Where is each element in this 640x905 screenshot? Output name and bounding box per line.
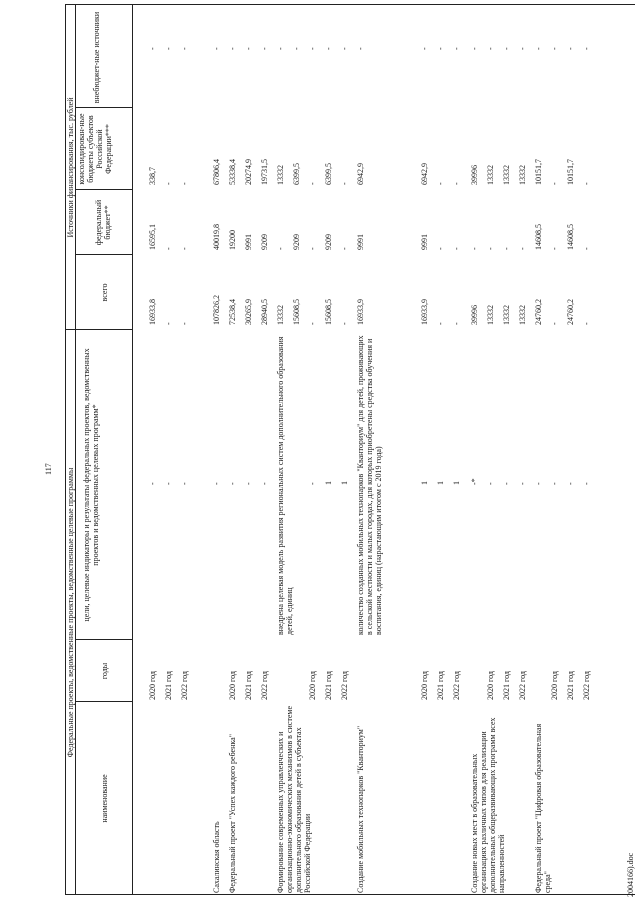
row-federal: - [502,247,511,250]
row-regional: 6399,5 [324,163,333,185]
row-name: Создание новых мест в образовательных организациях различных типов для реализации дополнительных общеразвивающих программ всех направленностей [470,717,506,893]
row-regional: 338,7 [148,167,157,185]
row-federal: - [470,247,479,250]
row-offbudget: - [452,47,461,50]
row-offbudget: - [436,47,445,50]
header-col-total: всего [100,283,109,302]
row-offbudget: - [244,47,253,50]
row-year: 2021 год [244,671,253,700]
row-goal: - [180,482,189,485]
row-federal: - [486,247,495,250]
row-name: Формирование современных управленческих и организационно-экономических механизмов в системе дополнительного образования детей в субъектах Российской Федерации [276,706,312,893]
row-total: - [582,322,591,325]
row-regional: - [308,182,317,185]
header-col-goals: цели, целевые индикаторы и результаты федеральных проектов, ведомственных проектов и ведомственных целевых программ* [82,348,100,622]
row-goal: -* [470,478,479,485]
row-total: - [452,322,461,325]
row-federal: 19200 [228,230,237,250]
header-col-offbudget: внебюджет-ные источники [92,11,101,104]
divider-federal-regional [75,189,132,190]
row-regional: - [436,182,445,185]
row-regional: - [180,182,189,185]
row-total: 15608,5 [292,299,301,325]
row-regional: 10151,7 [566,159,575,185]
row-regional: - [340,182,349,185]
row-total: - [550,322,559,325]
row-year: 2022 год [180,671,189,700]
header-group-title: Федеральные проекты, ведомственные проекты, ведомственные целевые программы [66,467,75,758]
row-federal: 16595,1 [148,224,157,250]
divider-goals-total [65,329,132,330]
row-goal: 1 [420,481,429,485]
row-year: 2022 год [452,671,461,700]
row-year: 2022 год [260,671,269,700]
row-year: 2020 год [486,671,495,700]
row-total: 72538,4 [228,299,237,325]
row-year: 2020 год [420,671,429,700]
row-regional: 20274,9 [244,159,253,185]
row-goal: 1 [340,481,349,485]
row-total: - [436,322,445,325]
row-regional: 67806,4 [212,159,221,185]
row-federal: 14608,5 [566,224,575,250]
row-total: 28940,5 [260,299,269,325]
row-goal: - [212,482,221,485]
row-federal: - [276,247,285,250]
row-federal: 9209 [324,234,333,250]
row-name: Сахалинская область [212,821,221,893]
row-regional: 10151,7 [534,159,543,185]
row-regional: 39996 [470,165,479,185]
row-federal: - [180,247,189,250]
row-goal: количество созданных мобильных технопарков "Кванториум" для детей, проживающих в сельской местности и малых городах, для которых приобретены средства обучения и воспитания, единиц (нарастающим итогом с 2019 года) [356,335,383,635]
row-year: 2021 год [502,671,511,700]
row-federal: 40019,8 [212,224,221,250]
row-goal: - [550,482,559,485]
row-year: 2021 год [436,671,445,700]
row-total: - [308,322,317,325]
header-bottom-border [132,5,133,895]
row-year: 2020 год [308,671,317,700]
row-federal: - [164,247,173,250]
row-goal: - [486,482,495,485]
row-regional: - [550,182,559,185]
row-goal: - [534,482,543,485]
row-federal: - [550,247,559,250]
row-year: 2022 год [340,671,349,700]
row-total: 24760,2 [566,299,575,325]
row-year: 2021 год [566,671,575,700]
row-total: 13332 [518,305,527,325]
row-total: - [180,322,189,325]
row-federal: 9209 [292,234,301,250]
row-goal: 1 [324,481,333,485]
row-offbudget: - [340,47,349,50]
row-regional: 6942,9 [420,163,429,185]
row-year: 2022 год [582,671,591,700]
row-offbudget: - [534,47,543,50]
row-federal: - [582,247,591,250]
row-federal: 14608,5 [534,224,543,250]
row-year: 2021 год [164,671,173,700]
row-offbudget: - [356,47,365,50]
row-federal: - [518,247,527,250]
row-regional: 53338,4 [228,159,237,185]
row-year: 2021 год [324,671,333,700]
row-offbudget: - [164,47,173,50]
row-total: 107826,2 [212,295,221,325]
row-regional: 13332 [502,165,511,185]
row-federal: 9991 [244,234,253,250]
row-total: 30265,9 [244,299,253,325]
row-goal: - [308,482,317,485]
row-federal: 9991 [420,234,429,250]
row-regional: 6942,9 [356,163,365,185]
row-goal: - [164,482,173,485]
left-border [65,894,635,895]
row-federal: 9991 [356,234,365,250]
row-offbudget: - [502,47,511,50]
row-goal: - [228,482,237,485]
row-total: 39996 [470,305,479,325]
row-goal: 1 [436,481,445,485]
row-total: - [340,322,349,325]
row-offbudget: - [486,47,495,50]
row-total: 16933,8 [148,299,157,325]
row-regional: 6399,5 [292,163,301,185]
row-regional: - [452,182,461,185]
row-offbudget: - [148,47,157,50]
row-regional: - [582,182,591,185]
row-total: 16933,9 [356,299,365,325]
row-federal: 9209 [260,234,269,250]
row-offbudget: - [550,47,559,50]
row-regional: - [164,182,173,185]
row-year: 2020 год [550,671,559,700]
row-goal: - [502,482,511,485]
header-col-federal: федеральный бюджет** [94,199,112,246]
page-number: 117 [44,463,53,475]
row-regional: 13332 [486,165,495,185]
row-total: - [164,322,173,325]
row-offbudget: - [276,47,285,50]
row-goal: - [148,482,157,485]
header-col-name: наименование [100,774,109,823]
row-goal: - [582,482,591,485]
row-goal: внедрена целевая модель развития региональных систем дополнительного образования детей, единиц [276,336,294,635]
row-name: Создание мобильных технопарков "Кванториум" [356,725,365,893]
divider-regional-offbudget [75,107,132,108]
row-total: 13332 [276,305,285,325]
row-offbudget: - [566,47,575,50]
row-goal: - [244,482,253,485]
row-federal: - [340,247,349,250]
row-regional: 19731,5 [260,159,269,185]
row-regional: 13332 [276,165,285,185]
row-offbudget: - [518,47,527,50]
row-offbudget: - [212,47,221,50]
row-year: 2020 год [148,671,157,700]
row-offbudget: - [324,47,333,50]
row-offbudget: - [308,47,317,50]
row-total: 15608,5 [324,299,333,325]
row-offbudget: - [180,47,189,50]
row-regional: 13332 [518,165,527,185]
row-total: 16933,9 [420,299,429,325]
row-total: 13332 [486,305,495,325]
row-offbudget: - [292,47,301,50]
row-year: 2020 год [228,671,237,700]
row-goal: 1 [452,481,461,485]
row-offbudget: - [420,47,429,50]
row-goal: - [566,482,575,485]
right-border [65,4,635,5]
row-federal: - [308,247,317,250]
document-footer: 2004166).doc [626,852,635,897]
row-total: 13332 [502,305,511,325]
header-funding-title: Источники финансирования, тыс. рублей [66,97,75,238]
row-year: 2022 год [518,671,527,700]
row-goal: - [518,482,527,485]
header-col-regional: консолидирован-ные бюджеты субъектов Российской Федерации*** [77,113,113,185]
row-name: Федеральный проект "Цифровая образовательная среда" [534,723,552,893]
row-offbudget: - [582,47,591,50]
header-group-divider [75,5,76,895]
row-federal: - [436,247,445,250]
row-total: 24760,2 [534,299,543,325]
row-offbudget: - [260,47,269,50]
row-goal: - [260,482,269,485]
row-federal: - [452,247,461,250]
row-offbudget: - [228,47,237,50]
row-offbudget: - [470,47,479,50]
header-col-years: годы [100,662,109,680]
row-name: Федеральный проект "Успех каждого ребенка" [228,734,237,893]
